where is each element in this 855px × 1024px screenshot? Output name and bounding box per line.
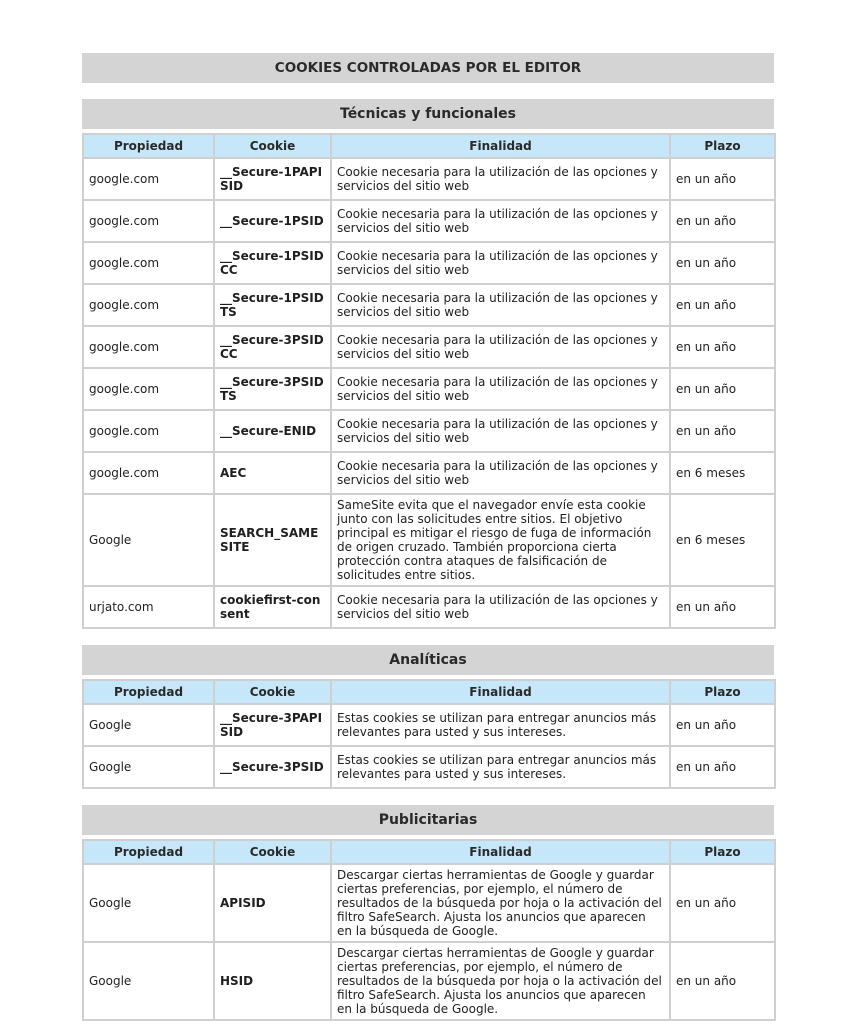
table-row [83, 158, 775, 200]
cell-propiedad: google.com [83, 368, 214, 410]
table-row [83, 746, 775, 788]
column-header-cookie: Cookie [214, 840, 331, 864]
cell-finalidad: Estas cookies se utilizan para entregar anuncios más relevantes para usted y sus intereses. [331, 746, 670, 788]
table-row [83, 242, 775, 284]
sections-container [82, 99, 774, 1021]
cell-cookie: __Secure-3PSIDCC [214, 326, 331, 368]
cookie-table [82, 679, 776, 789]
cell-cookie: __Secure-1PSIDCC [214, 242, 331, 284]
cell-cookie: __Secure-1PSID [214, 200, 331, 242]
cell-plazo: en un año [670, 942, 775, 1020]
cell-finalidad: Cookie necesaria para la utilización de las opciones y servicios del sitio web [331, 410, 670, 452]
column-header-propiedad: Propiedad [83, 680, 214, 704]
table-row [83, 326, 775, 368]
section-publicitarias [82, 805, 774, 1021]
table-header-row [83, 680, 775, 704]
cell-plazo: en un año [670, 284, 775, 326]
section-tecnicas-y-funcionales [82, 99, 774, 629]
cell-finalidad: Cookie necesaria para la utilización de las opciones y servicios del sitio web [331, 242, 670, 284]
cell-finalidad: Cookie necesaria para la utilización de las opciones y servicios del sitio web [331, 200, 670, 242]
cell-finalidad: Cookie necesaria para la utilización de las opciones y servicios del sitio web [331, 284, 670, 326]
table-row [83, 494, 775, 586]
column-header-propiedad: Propiedad [83, 134, 214, 158]
cell-propiedad: google.com [83, 200, 214, 242]
table-row [83, 410, 775, 452]
cell-plazo: en 6 meses [670, 452, 775, 494]
column-header-finalidad: Finalidad [331, 134, 670, 158]
cell-cookie: __Secure-ENID [214, 410, 331, 452]
column-header-plazo: Plazo [670, 840, 775, 864]
cell-plazo: en un año [670, 864, 775, 942]
table-row [83, 586, 775, 628]
cell-cookie: APISID [214, 864, 331, 942]
column-header-cookie: Cookie [214, 134, 331, 158]
cell-plazo: en un año [670, 410, 775, 452]
table-row [83, 864, 775, 942]
column-header-plazo: Plazo [670, 134, 775, 158]
cell-propiedad: Google [83, 942, 214, 1020]
cell-propiedad: google.com [83, 410, 214, 452]
cell-propiedad: urjato.com [83, 586, 214, 628]
table-row [83, 200, 775, 242]
cell-cookie: __Secure-3PSID [214, 746, 331, 788]
cell-plazo: en un año [670, 242, 775, 284]
cell-cookie: SEARCH_SAMESITE [214, 494, 331, 586]
cookie-table [82, 839, 776, 1021]
cell-plazo: en un año [670, 368, 775, 410]
cell-propiedad: google.com [83, 326, 214, 368]
table-row [83, 452, 775, 494]
cell-cookie: cookiefirst-consent [214, 586, 331, 628]
cell-propiedad: google.com [83, 452, 214, 494]
section-title: Analíticas [82, 645, 774, 675]
cell-finalidad: Descargar ciertas herramientas de Google y guardar ciertas preferencias, por ejemplo, el número de resultados de la búsqueda por hoja o la activación del filtro SafeSearch. Ajusta los anuncios que aparecen en la búsqueda de Google. [331, 864, 670, 942]
table-row [83, 942, 775, 1020]
cell-plazo: en un año [670, 586, 775, 628]
cell-propiedad: google.com [83, 284, 214, 326]
cell-plazo: en un año [670, 746, 775, 788]
cell-finalidad: Cookie necesaria para la utilización de las opciones y servicios del sitio web [331, 368, 670, 410]
cookies-document [82, 53, 774, 1021]
cell-plazo: en un año [670, 326, 775, 368]
section-analiticas [82, 645, 774, 789]
cell-finalidad: Cookie necesaria para la utilización de las opciones y servicios del sitio web [331, 326, 670, 368]
cell-finalidad: Cookie necesaria para la utilización de las opciones y servicios del sitio web [331, 586, 670, 628]
cell-cookie: __Secure-1PSIDTS [214, 284, 331, 326]
cell-propiedad: Google [83, 864, 214, 942]
cell-propiedad: Google [83, 704, 214, 746]
cookie-table [82, 133, 776, 629]
cell-finalidad: SameSite evita que el navegador envíe esta cookie junto con las solicitudes entre sitios. El objetivo principal es mitigar el riesgo de fuga de información de origen cruzado. También proporciona cierta protección contra ataques de falsificación de solicitudes entre sitios. [331, 494, 670, 586]
table-row [83, 284, 775, 326]
cell-cookie: __Secure-3PAPISID [214, 704, 331, 746]
cell-plazo: en 6 meses [670, 494, 775, 586]
cell-propiedad: google.com [83, 158, 214, 200]
column-header-finalidad: Finalidad [331, 680, 670, 704]
cell-propiedad: Google [83, 746, 214, 788]
cell-finalidad: Descargar ciertas herramientas de Google y guardar ciertas preferencias, por ejemplo, el número de resultados de la búsqueda por hoja o la activación del filtro SafeSearch. Ajusta los anuncios que aparecen en la búsqueda de Google. [331, 942, 670, 1020]
column-header-propiedad: Propiedad [83, 840, 214, 864]
cell-cookie: __Secure-3PSIDTS [214, 368, 331, 410]
column-header-cookie: Cookie [214, 680, 331, 704]
cell-finalidad: Cookie necesaria para la utilización de las opciones y servicios del sitio web [331, 452, 670, 494]
column-header-plazo: Plazo [670, 680, 775, 704]
cell-plazo: en un año [670, 200, 775, 242]
cell-cookie: __Secure-1PAPISID [214, 158, 331, 200]
section-title: Publicitarias [82, 805, 774, 835]
cell-propiedad: google.com [83, 242, 214, 284]
cell-plazo: en un año [670, 704, 775, 746]
table-row [83, 704, 775, 746]
table-header-row [83, 840, 775, 864]
cell-propiedad: Google [83, 494, 214, 586]
table-row [83, 368, 775, 410]
cell-finalidad: Estas cookies se utilizan para entregar anuncios más relevantes para usted y sus intereses. [331, 704, 670, 746]
section-title: Técnicas y funcionales [82, 99, 774, 129]
table-header-row [83, 134, 775, 158]
cell-cookie: AEC [214, 452, 331, 494]
page-title: COOKIES CONTROLADAS POR EL EDITOR [82, 53, 774, 83]
column-header-finalidad: Finalidad [331, 840, 670, 864]
cell-cookie: HSID [214, 942, 331, 1020]
cell-finalidad: Cookie necesaria para la utilización de las opciones y servicios del sitio web [331, 158, 670, 200]
cell-plazo: en un año [670, 158, 775, 200]
